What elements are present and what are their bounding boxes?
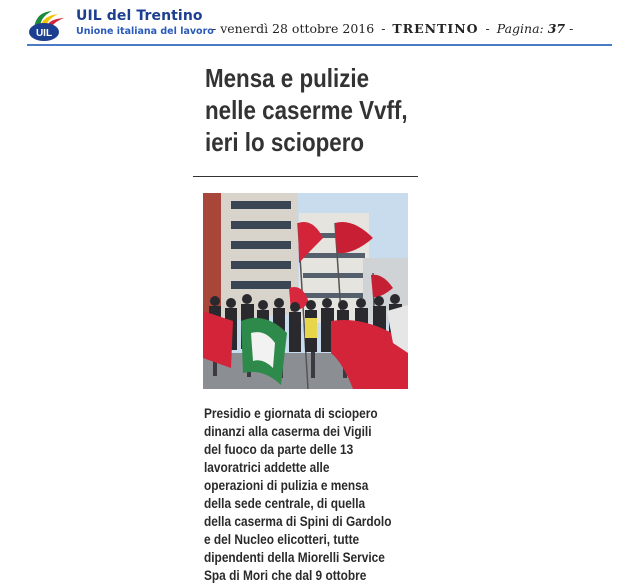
page-label: Pagina: xyxy=(496,21,544,36)
headline-line: nelle caserme Vvff, xyxy=(205,95,408,125)
page-header xyxy=(0,0,631,46)
headline-rule xyxy=(193,176,418,177)
logo-text: UIL xyxy=(35,28,53,39)
brand-name: UIL del Trentino xyxy=(76,8,203,24)
body-line: lavoratrici addette alle xyxy=(204,460,330,475)
header-rule xyxy=(27,44,612,46)
body-line: dinanzi alla caserma dei Vigili xyxy=(204,424,372,439)
newspaper-name: TRENTINO xyxy=(392,21,479,36)
strike-scene-illustration xyxy=(203,193,408,389)
separator: - xyxy=(569,21,574,36)
headline-line: Mensa e pulizie xyxy=(205,63,370,93)
uil-logo xyxy=(28,8,68,42)
body-line: del fuoco da parte delle 13 xyxy=(204,442,354,457)
body-line: Presidio e giornata di sciopero xyxy=(204,406,378,421)
separator: - xyxy=(381,21,386,36)
body-line: operazioni di pulizia e mensa xyxy=(204,478,369,493)
body-line: e del Nucleo elicotteri, tutte xyxy=(204,532,360,547)
body-line: della sede centrale, di quella xyxy=(204,496,366,511)
body-line: della caserma di Spini di Gardolo xyxy=(204,514,392,529)
body-line: Spa di Mori che dal 9 ottobre xyxy=(204,568,367,583)
body-line: dipendenti della Miorelli Service xyxy=(204,550,385,565)
separator: - xyxy=(485,21,490,36)
publication-date: - venerdì 28 ottobre 2016 xyxy=(212,21,375,36)
brand-subtitle: Unione italiana del lavoro xyxy=(76,26,214,37)
headline-line: ieri lo sciopero xyxy=(205,127,365,157)
article-headline xyxy=(205,62,408,158)
article-photo xyxy=(203,193,408,389)
page-number: 37 xyxy=(547,21,566,36)
article-body xyxy=(204,405,419,585)
red-flag xyxy=(203,311,233,368)
publication-info xyxy=(212,21,573,36)
